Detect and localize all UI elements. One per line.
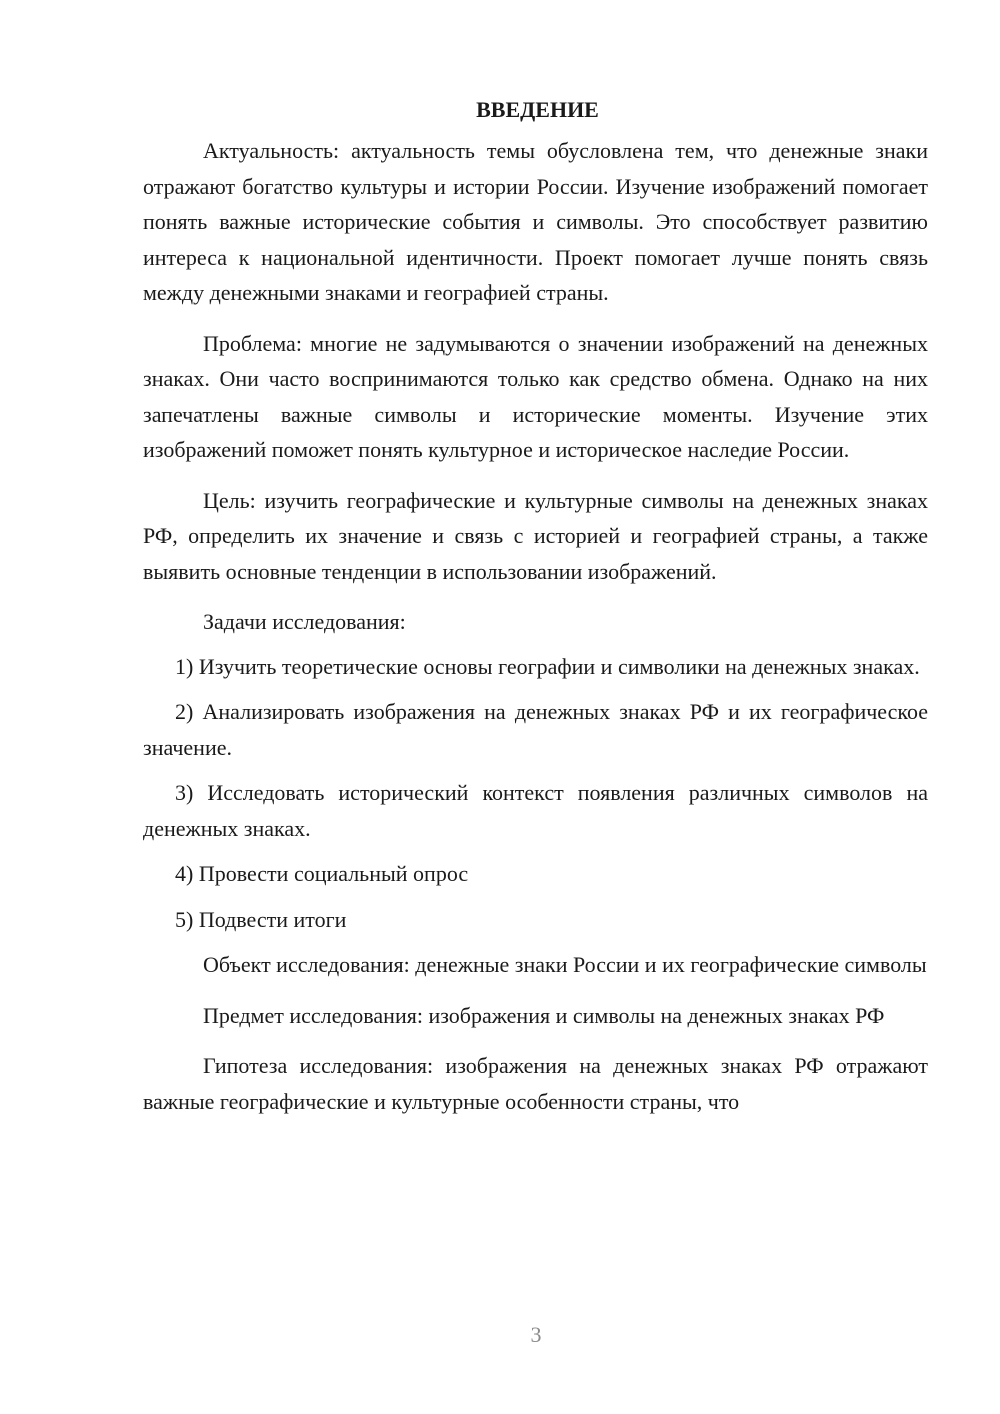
problem-paragraph: Проблема: многие не задумываются о значении изображений на денежных знаках. Они часто воспринимаются только как средство обмена. Однако на них запечатлены важные символы и исторические моменты. Изучение этих изображений поможет понять культурное и историческое наследие России.: [143, 330, 928, 462]
object-paragraph: Объект исследования: денежные знаки России и их географические символы: [203, 952, 927, 977]
page-number: 3: [530, 1322, 542, 1347]
task-item-3: 3) Исследовать исторический контекст появления различных символов на денежных знаках.: [143, 780, 928, 841]
task-item-1: 1) Изучить теоретические основы географии и символики на денежных знаках.: [175, 653, 920, 679]
goal-paragraph: Цель: изучить географические и культурные символы на денежных знаках РФ, определить их значение и связь с историей и географией страны, а также выявить основные тенденции в использовании изображений.: [143, 487, 928, 584]
relevance-paragraph: Актуальность: актуальность темы обусловлена тем, что денежные знаки отражают богатство культуры и истории России. Изучение изображений помогает понять важные исторические события и символы. Это способствует развитию интереса к национальной идентичности. Проект помогает лучше понять связь между денежными знаками и географией страны.: [143, 138, 928, 305]
page-content: [143, 92, 928, 1134]
task-item-4: 4) Провести социальный опрос: [175, 861, 469, 886]
subject-paragraph: Предмет исследования: изображения и символы на денежных знаках РФ: [203, 1002, 885, 1028]
section-heading: ВВЕДЕНИЕ: [476, 97, 599, 122]
tasks-heading: Задачи исследования:: [203, 609, 406, 634]
hypothesis-paragraph: Гипотеза исследования: изображения на денежных знаках РФ отражают важные географические и культурные особенности страны, что: [143, 1053, 928, 1114]
task-item-2: 2) Анализировать изображения на денежных знаках РФ и их географическое значение.: [143, 699, 928, 760]
task-item-5: 5) Подвести итоги: [175, 906, 347, 932]
